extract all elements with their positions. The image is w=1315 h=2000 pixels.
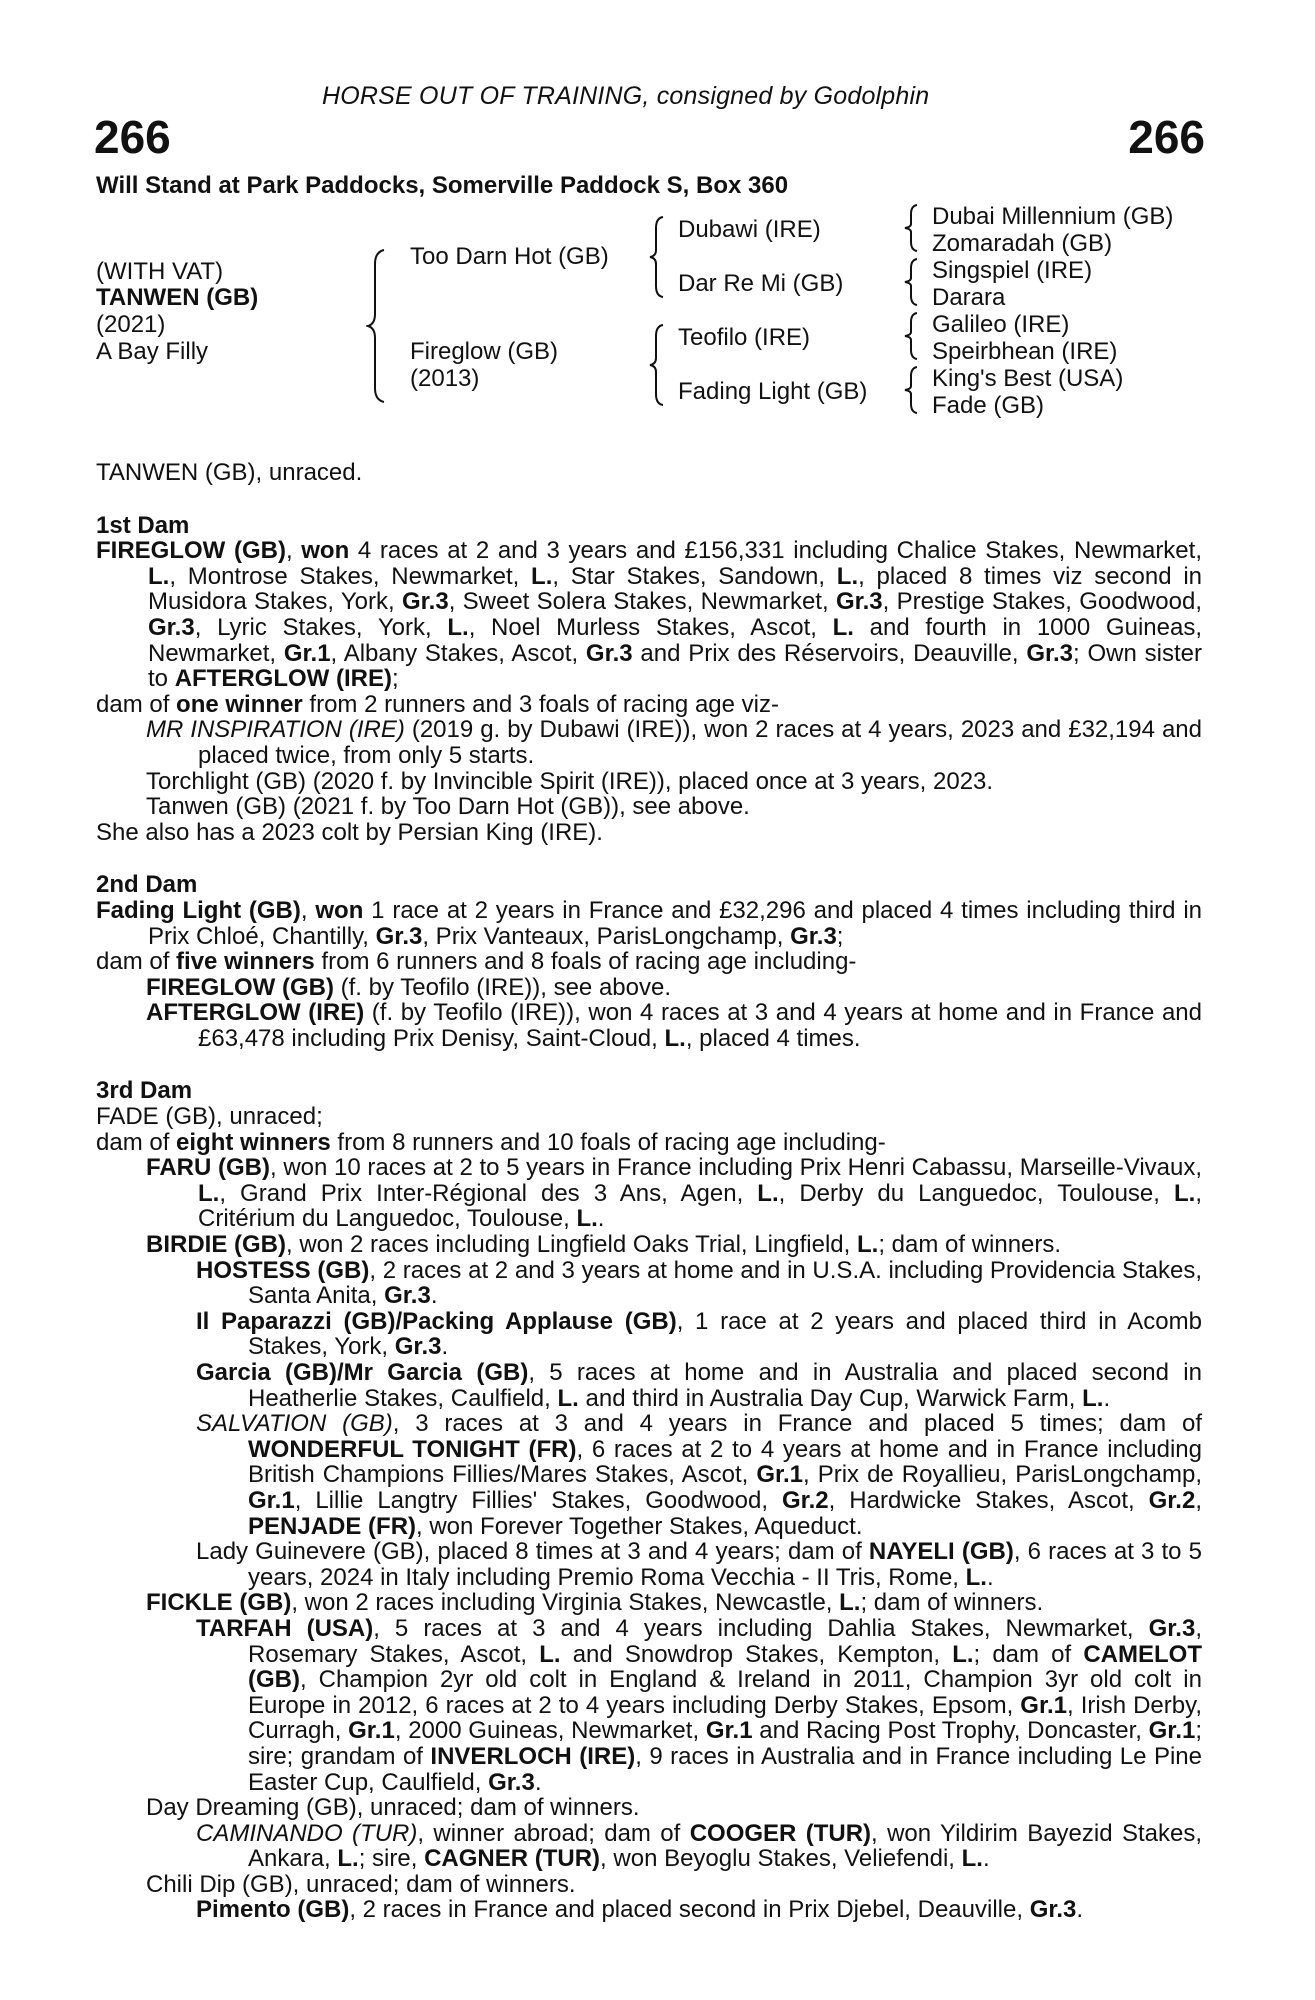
second-dam-produce-2: AFTERGLOW (IRE) (f. by Teofilo (IRE)), won 4 races at 3 and 4 years at home and in France and £63,478 including Prix Denisy, Saint-Cloud, L., placed 4 times. xyxy=(146,999,1202,1052)
pedigree-dam-sire: Teofilo (IRE) xyxy=(678,324,811,351)
third-dam-heading: 3rd Dam xyxy=(96,1077,193,1105)
produce-il-paparazzi: Il Paparazzi (GB)/Packing Applause (GB), 1 race at 2 years and placed third in Acomb Stakes, York, Gr.3. xyxy=(196,1307,1202,1361)
pedigree-g1: Dubai Millennium (GB) xyxy=(932,203,1174,230)
pedigree-g4: Darara xyxy=(932,284,1006,311)
consignment-line: HORSE OUT OF TRAINING, consigned by Godolphin xyxy=(322,82,930,110)
vat-note: (WITH VAT) xyxy=(96,258,224,285)
first-dam-produce-1: MR INSPIRATION (IRE) (2019 g. by Dubawi (IRE)), won 2 races at 4 years, 2023 and £32,194 and placed twice, from only 5 starts. xyxy=(146,716,1203,769)
pedigree-dam-year: (2013) xyxy=(410,365,480,392)
second-dam-produce-summary: dam of five winners from 6 runners and 8 foals of racing age including- xyxy=(96,948,857,976)
pedigree-brace-main xyxy=(366,246,392,406)
pedigree-g8: Fade (GB) xyxy=(932,392,1045,419)
pedigree-brace-g1 xyxy=(902,202,922,254)
produce-birdie: BIRDIE (GB), won 2 races including Lingfield Oaks Trial, Lingfield, L.; dam of winners. xyxy=(146,1231,1062,1259)
pedigree-brace-sire xyxy=(648,214,668,300)
second-dam-produce-1: FIREGLOW (GB) (f. by Teofilo (IRE)), see above. xyxy=(146,973,671,1001)
stand-location: Will Stand at Park Paddocks, Somerville Paddock S, Box 360 xyxy=(96,172,789,199)
pedigree-dam-dam: Fading Light (GB) xyxy=(678,378,868,405)
produce-pimento: Pimento (GB), 2 races in France and placed second in Prix Djebel, Deauville, Gr.3. xyxy=(196,1896,1084,1924)
pedigree-sire-sire: Dubawi (IRE) xyxy=(678,216,821,243)
catalogue-body xyxy=(96,460,1202,1923)
pedigree-sire: Too Darn Hot (GB) xyxy=(410,243,609,270)
produce-garcia: Garcia (GB)/Mr Garcia (GB), 5 races at home and in Australia and placed second in Heatherlie Stakes, Caulfield, L. and third in Australia Day Cup, Warwick Farm, L.. xyxy=(196,1359,1202,1412)
pedigree-g2: Zomaradah (GB) xyxy=(932,230,1113,257)
second-dam-record: Fading Light (GB), won 1 race at 2 years in France and £32,296 and placed 4 times including third in Prix Chloé, Chantilly, Gr.3, Prix Vanteaux, ParisLongchamp, Gr.3; xyxy=(96,896,1203,950)
first-dam-record: FIREGLOW (GB), won 4 races at 2 and 3 years and £156,331 including Chalice Stakes, Newmarket, L., Montrose Stakes, Newmarket, L., Star Stakes, Sandown, L., placed 8 times viz second in Musidora Stakes, York, Gr.3, Sweet Solera Stakes, Newmarket, Gr.3, Prestige Stakes, Goodwood, Gr.3, Lyric Stakes, York, L., Noel Murless Stakes, Ascot, L. and fourth in 1000 Guineas, Newmarket, Gr.1, Albany Stakes, Ascot, Gr.3 and Prix des Réservoirs, Deauville, Gr.3; Own sister to AFTERGLOW (IRE); xyxy=(96,537,1202,693)
pedigree-sire-dam: Dar Re Mi (GB) xyxy=(678,270,844,297)
pedigree-brace-g4 xyxy=(902,364,922,416)
third-dam-record: FADE (GB), unraced; xyxy=(96,1103,323,1131)
first-dam-produce-summary: dam of one winner from 2 runners and 3 foals of racing age viz- xyxy=(96,690,779,718)
produce-salvation: SALVATION (GB), 3 races at 3 and 4 years in France and placed 5 times; dam of WONDERFUL TONIGHT (FR), 6 races at 2 to 4 years at home and in France including British Champions Fillies/Mares Stakes, Ascot, Gr.1, Prix de Royallieu, ParisLongchamp, Gr.1, Lillie Langtry Fillies' Stakes, Goodwood, Gr.2, Hardwicke Stakes, Ascot, Gr.2, PENJADE (FR), won Forever Together Stakes, Aqueduct. xyxy=(196,1410,1202,1540)
third-dam-produce-summary: dam of eight winners from 8 runners and 10 foals of racing age including- xyxy=(96,1128,886,1156)
horse-year: (2021) xyxy=(96,311,166,338)
first-dam-heading: 1st Dam xyxy=(96,511,190,539)
produce-hostess: HOSTESS (GB), 2 races at 2 and 3 years at home and in U.S.A. including Providencia Stakes, Santa Anita, Gr.3. xyxy=(196,1256,1202,1310)
lot-number-right: 266 xyxy=(1128,111,1205,163)
produce-faru: FARU (GB), won 10 races at 2 to 5 years in France including Prix Henri Cabassu, Marseille-Vivaux, L., Grand Prix Inter-Régional des 3 Ans, Agen, L., Derby du Languedoc, Toulouse, L., Critérium du Languedoc, Toulouse, L.. xyxy=(146,1154,1203,1233)
horse-description: A Bay Filly xyxy=(96,338,209,365)
produce-fickle: FICKLE (GB), won 2 races including Virginia Stakes, Newcastle, L.; dam of winners. xyxy=(146,1589,1044,1617)
second-dam-heading: 2nd Dam xyxy=(96,871,198,899)
pedigree-g3: Singspiel (IRE) xyxy=(932,257,1093,284)
produce-day-dreaming: Day Dreaming (GB), unraced; dam of winners. xyxy=(146,1794,640,1822)
intro-line: TANWEN (GB), unraced. xyxy=(96,459,363,486)
pedigree-brace-g3 xyxy=(902,310,922,362)
produce-tarfah: TARFAH (USA), 5 races at 3 and 4 years including Dahlia Stakes, Newmarket, Gr.3, Rosemary Stakes, Ascot, L. and Snowdrop Stakes, Kempton, L.; dam of CAMELOT (GB), Champion 2yr old colt in England & Ireland in 2011, Champion 3yr old colt in Europe in 2012, 6 races at 2 to 4 years including Derby Stakes, Epsom, Gr.1, Irish Derby, Curragh, Gr.1, 2000 Guineas, Newmarket, Gr.1 and Racing Post Trophy, Doncaster, Gr.1; sire; grandam of INVERLOCH (IRE), 9 races in Australia and in France including Le Pine Easter Cup, Caulfield, Gr.3. xyxy=(196,1614,1203,1796)
lot-number-left: 266 xyxy=(94,111,171,163)
pedigree-brace-g2 xyxy=(902,256,922,308)
first-dam-produce-3: Tanwen (GB) (2021 f. by Too Darn Hot (GB)), see above. xyxy=(146,793,750,821)
produce-lady-guinevere: Lady Guinevere (GB), placed 8 times at 3 and 4 years; dam of NAYELI (GB), 6 races at 3 to 5 years, 2024 in Italy including Premio Roma Vecchia - II Tris, Rome, L.. xyxy=(196,1538,1203,1591)
produce-caminando: CAMINANDO (TUR), winner abroad; dam of COOGER (TUR), won Yildirim Bayezid Stakes, Ankara, L.; sire, CAGNER (TUR), won Beyoglu Stakes, Veliefendi, L.. xyxy=(196,1819,1202,1873)
pedigree-brace-dam xyxy=(648,322,668,408)
pedigree-dam: Fireglow (GB) xyxy=(410,338,559,365)
first-dam-produce-2: Torchlight (GB) (2020 f. by Invincible Spirit (IRE)), placed once at 3 years, 2023. xyxy=(146,767,994,795)
pedigree-g6: Speirbhean (IRE) xyxy=(932,338,1118,365)
horse-name: TANWEN (GB) xyxy=(96,284,259,311)
produce-chili-dip: Chili Dip (GB), unraced; dam of winners. xyxy=(146,1870,576,1898)
first-dam-note: She also has a 2023 colt by Persian King (IRE). xyxy=(96,818,603,846)
pedigree-g7: King's Best (USA) xyxy=(932,365,1124,392)
pedigree-g5: Galileo (IRE) xyxy=(932,311,1070,338)
